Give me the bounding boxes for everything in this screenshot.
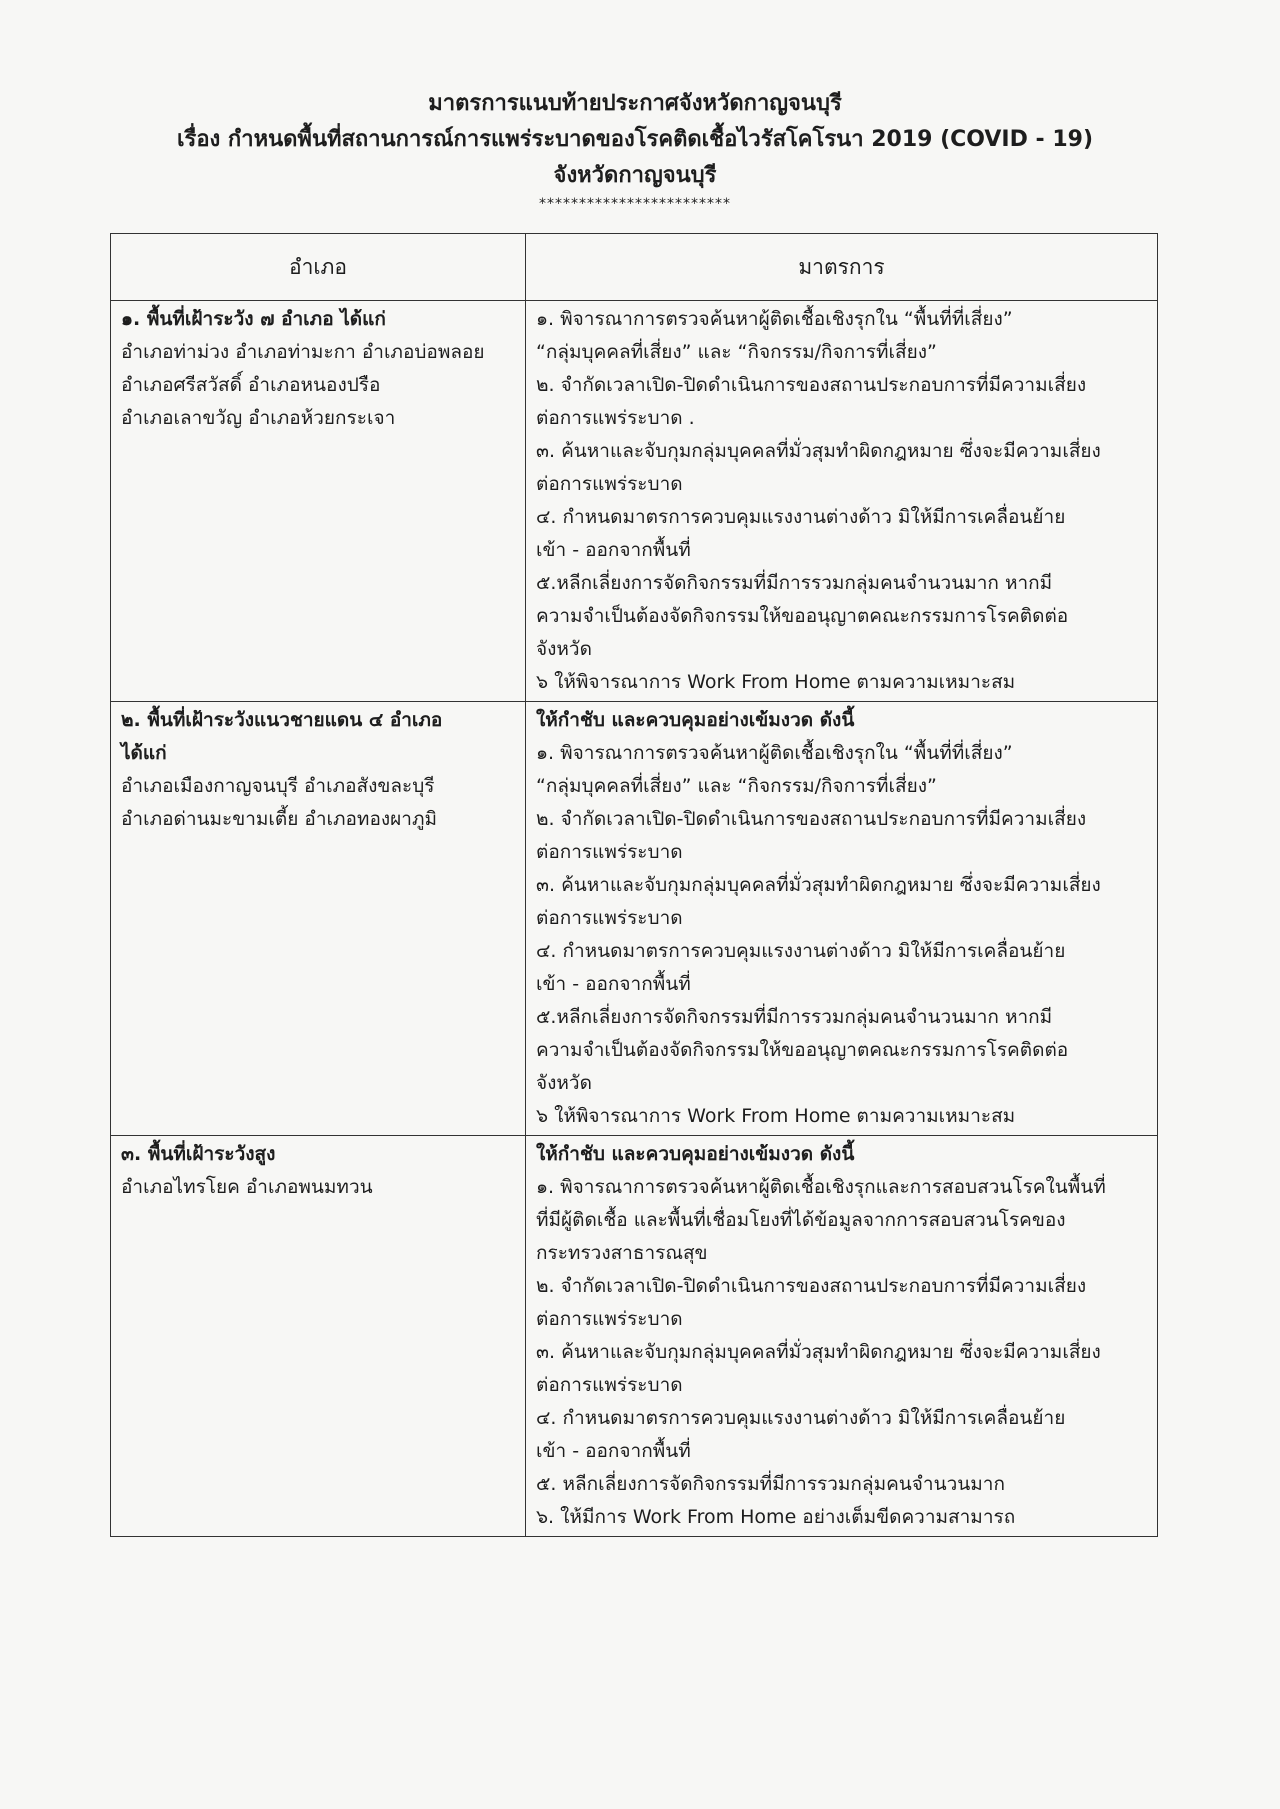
measure-line: ๑. พิจารณาการตรวจค้นหาผู้ติดเชื้อเชิงรุกใน “พื้นที่ที่เสี่ยง” [536, 308, 1013, 330]
column-header-measures: มาตรการ [526, 234, 1158, 301]
zone-title: ได้แก่ [121, 742, 167, 764]
header-line-2: เรื่อง กำหนดพื้นที่สถานการณ์การแพร่ระบาดของโรคติดเชื้อไวรัสโคโรนา 2019 (COVID - 19) [176, 127, 1094, 152]
measure-line: ๔. กำหนดมาตรการควบคุมแรงงานต่างด้าว มิให้มีการเคลื่อนย้าย [536, 506, 1066, 528]
table-row [111, 702, 1158, 1136]
measure-line: “กลุ่มบุคคลที่เสี่ยง” และ “กิจกรรม/กิจการที่เสี่ยง” [536, 775, 937, 797]
measure-line: ต่อการแพร่ระบาด [536, 1308, 683, 1330]
header-line-3: จังหวัดกาญจนบุรี [553, 163, 717, 188]
column-header-district: อำเภอ [111, 234, 526, 301]
zone-title: ๒. พื้นที่เฝ้าระวังแนวชายแดน ๔ อำเภอ [121, 709, 443, 731]
measure-line: ต่อการแพร่ระบาด [536, 473, 683, 495]
measure-line: ต่อการแพร่ระบาด . [536, 407, 695, 429]
measure-line: ๒. จำกัดเวลาเปิด-ปิดดำเนินการของสถานประกอบการที่มีความเสี่ยง [536, 1275, 1087, 1297]
district-list-line: อำเภอศรีสวัสดิ์ อำเภอหนองปรือ [121, 374, 381, 396]
measure-line: ๔. กำหนดมาตรการควบคุมแรงงานต่างด้าว มิให้มีการเคลื่อนย้าย [536, 1407, 1066, 1429]
measure-line: “กลุ่มบุคคลที่เสี่ยง” และ “กิจกรรม/กิจการที่เสี่ยง” [536, 341, 937, 363]
measure-line: ๑. พิจารณาการตรวจค้นหาผู้ติดเชื้อเชิงรุกและการสอบสวนโรคในพื้นที่ [536, 1176, 1106, 1198]
document-header [110, 86, 1160, 214]
measures-intro: ให้กำชับ และควบคุมอย่างเข้มงวด ดังนี้ [536, 709, 855, 731]
measure-line: เข้า - ออกจากพื้นที่ [536, 1440, 691, 1462]
measure-line: เข้า - ออกจากพื้นที่ [536, 973, 691, 995]
measure-line: ๓. ค้นหาและจับกุมกลุ่มบุคคลที่มั่วสุมทำผิดกฎหมาย ซึ่งจะมีความเสี่ยง [536, 440, 1101, 462]
table-row [111, 301, 1158, 702]
measure-line: ต่อการแพร่ระบาด [536, 841, 683, 863]
measure-line: ๓. ค้นหาและจับกุมกลุ่มบุคคลที่มั่วสุมทำผิดกฎหมาย ซึ่งจะมีความเสี่ยง [536, 1341, 1101, 1363]
measures-cell [526, 1136, 1158, 1537]
measures-cell [526, 301, 1158, 702]
measure-line: เข้า - ออกจากพื้นที่ [536, 539, 691, 561]
district-cell [111, 1136, 526, 1537]
measure-line: ๕. หลีกเลี่ยงการจัดกิจกรรมที่มีการรวมกลุ่มคนจำนวนมาก [536, 1473, 1005, 1495]
table-body [111, 301, 1158, 1537]
measure-line: ต่อการแพร่ระบาด [536, 1374, 683, 1396]
zone-title: ๓. พื้นที่เฝ้าระวังสูง [121, 1143, 276, 1165]
measure-line: ความจำเป็นต้องจัดกิจกรรมให้ขออนุญาตคณะกรรมการโรคติดต่อ [536, 1039, 1069, 1061]
measure-line: ที่มีผู้ติดเชื้อ และพื้นที่เชื่อมโยงที่ได้ข้อมูลจากการสอบสวนโรคของ [536, 1209, 1066, 1231]
measure-line: ๖. ให้มีการ Work From Home อย่างเต็มขีดความสามารถ [536, 1506, 1016, 1528]
zone-title: ๑. พื้นที่เฝ้าระวัง ๗ อำเภอ ได้แก่ [121, 308, 386, 330]
district-list-line: อำเภอเลาขวัญ อำเภอห้วยกระเจา [121, 407, 396, 429]
measure-line: ๓. ค้นหาและจับกุมกลุ่มบุคคลที่มั่วสุมทำผิดกฎหมาย ซึ่งจะมีความเสี่ยง [536, 874, 1101, 896]
table-row [111, 1136, 1158, 1537]
measure-line: ๕.หลีกเลี่ยงการจัดกิจกรรมที่มีการรวมกลุ่มคนจำนวนมาก หากมี [536, 572, 1053, 594]
measure-line: ๑. พิจารณาการตรวจค้นหาผู้ติดเชื้อเชิงรุกใน “พื้นที่ที่เสี่ยง” [536, 742, 1013, 764]
measure-line: กระทรวงสาธารณสุข [536, 1242, 708, 1264]
measure-line: ๕.หลีกเลี่ยงการจัดกิจกรรมที่มีการรวมกลุ่มคนจำนวนมาก หากมี [536, 1006, 1053, 1028]
district-list-line: อำเภอท่าม่วง อำเภอท่ามะกา อำเภอบ่อพลอย [121, 341, 485, 363]
measure-line: ๖ ให้พิจารณาการ Work From Home ตามความเหมาะสม [536, 671, 1016, 693]
header-separator: ************************ [539, 196, 731, 212]
measure-line: ๔. กำหนดมาตรการควบคุมแรงงานต่างด้าว มิให้มีการเคลื่อนย้าย [536, 940, 1066, 962]
measure-line: ๒. จำกัดเวลาเปิด-ปิดดำเนินการของสถานประกอบการที่มีความเสี่ยง [536, 808, 1087, 830]
measures-intro: ให้กำชับ และควบคุมอย่างเข้มงวด ดังนี้ [536, 1143, 855, 1165]
header-line-1: มาตรการแนบท้ายประกาศจังหวัดกาญจนบุรี [428, 91, 842, 116]
measure-line: ความจำเป็นต้องจัดกิจกรรมให้ขออนุญาตคณะกรรมการโรคติดต่อ [536, 605, 1069, 627]
district-list-line: อำเภอไทรโยค อำเภอพนมทวน [121, 1176, 373, 1198]
measure-line: จังหวัด [536, 638, 592, 660]
measure-line: ๒. จำกัดเวลาเปิด-ปิดดำเนินการของสถานประกอบการที่มีความเสี่ยง [536, 374, 1087, 396]
measure-line: ต่อการแพร่ระบาด [536, 907, 683, 929]
district-cell [111, 301, 526, 702]
measures-cell [526, 702, 1158, 1136]
measure-line: จังหวัด [536, 1072, 592, 1094]
measure-line: ๖ ให้พิจารณาการ Work From Home ตามความเหมาะสม [536, 1105, 1016, 1127]
table-header-row [111, 234, 1158, 301]
district-list-line: อำเภอด่านมะขามเตี้ย อำเภอทองผาภูมิ [121, 808, 437, 830]
district-list-line: อำเภอเมืองกาญจนบุรี อำเภอสังขละบุรี [121, 775, 435, 797]
district-cell [111, 702, 526, 1136]
measures-table [110, 233, 1158, 1537]
